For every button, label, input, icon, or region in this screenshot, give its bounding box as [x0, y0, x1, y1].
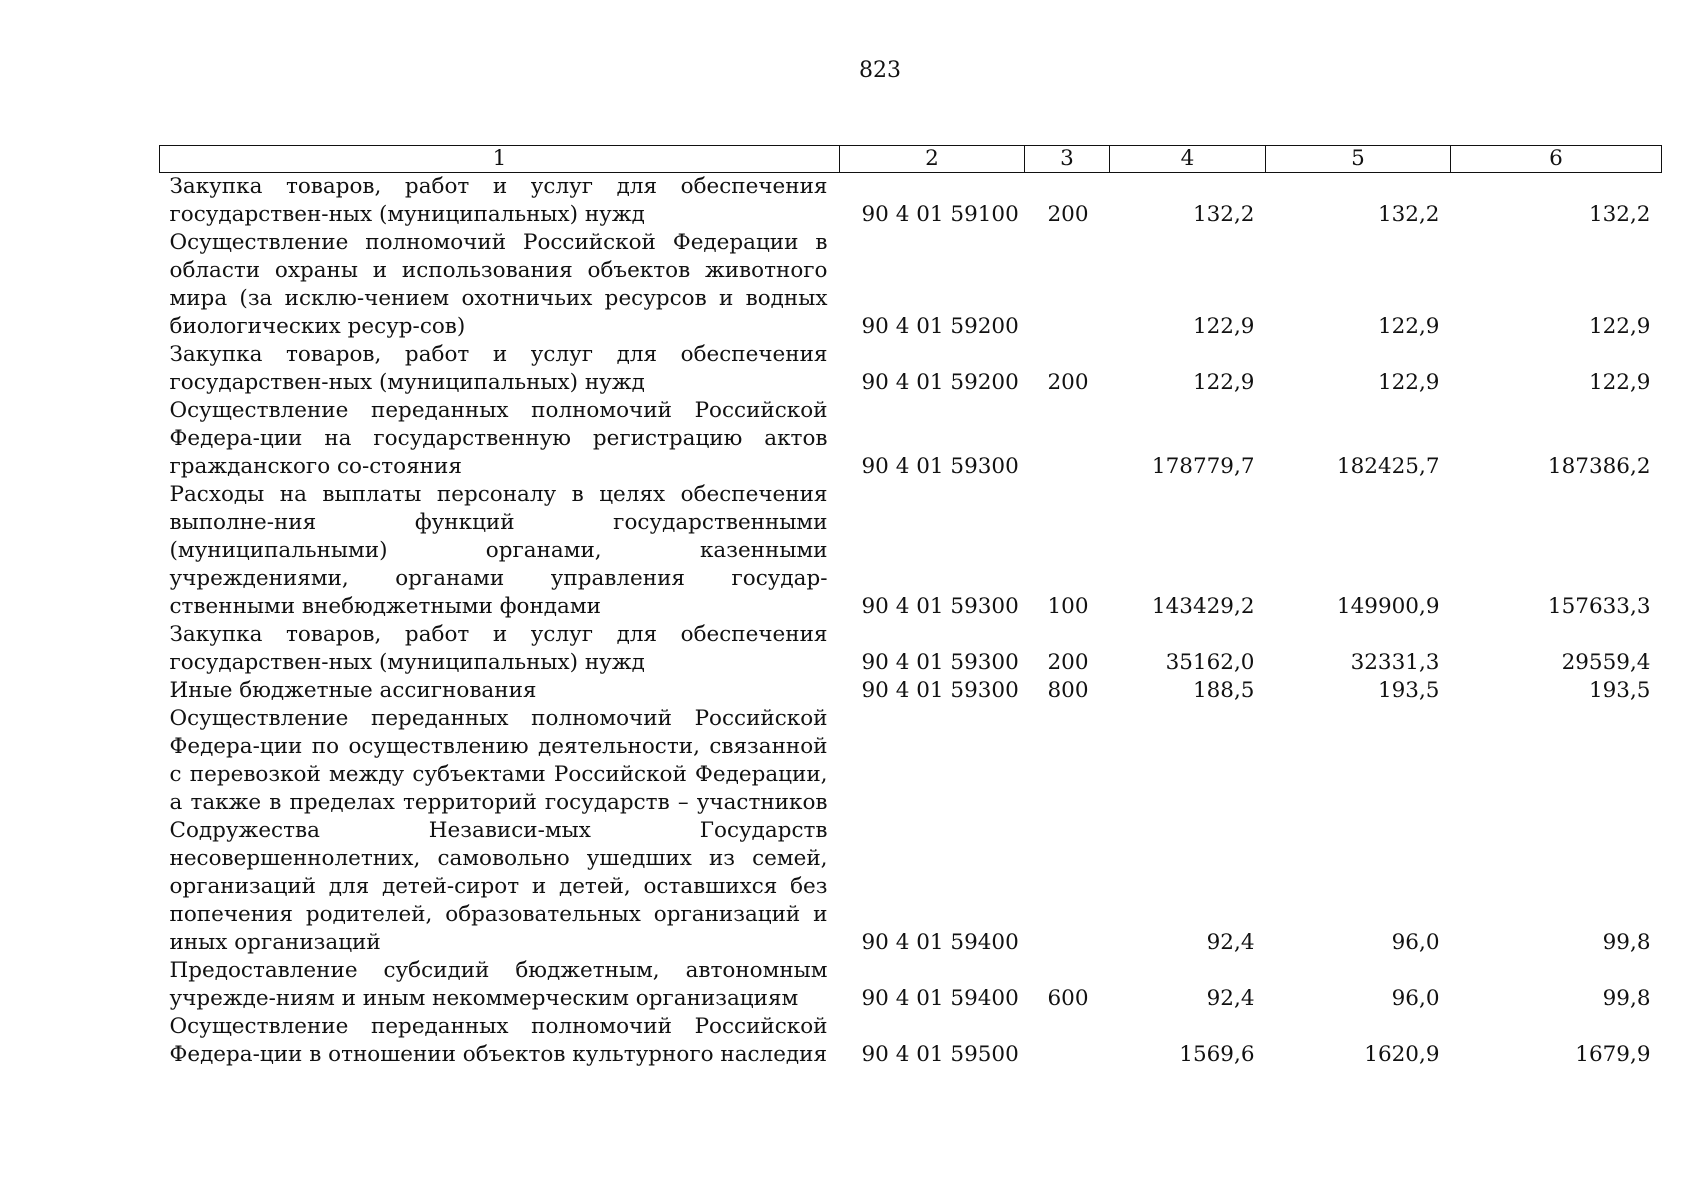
- row-value-col4: 92,4: [1206, 930, 1255, 955]
- row-expense-type: [1025, 1013, 1110, 1069]
- row-name: Осуществление переданных полномочий Российской Федера-ции на государственную регистрацию актов гражданского со-стояния: [169, 398, 828, 479]
- row-code: 90 4 01 59200: [861, 370, 1019, 395]
- column-header-6: 6: [1451, 146, 1662, 173]
- row-value-col5: 132,2: [1377, 202, 1440, 227]
- row-name: Расходы на выплаты персоналу в целях обеспечения выполне-ния функций государственными (муниципальными) органами, казенными учреждениями, органами управления государ-ственными внебюджетными фондами: [169, 482, 828, 619]
- row-name: Осуществление переданных полномочий Российской Федера-ции в отношении объектов культурного наследия: [169, 1014, 828, 1067]
- table-body: [160, 173, 1662, 1070]
- row-value-col6: 99,8: [1602, 986, 1651, 1011]
- row-code: 90 4 01 59200: [861, 314, 1019, 339]
- row-expense-type: 200: [1047, 202, 1089, 227]
- row-value-col4: 188,5: [1192, 678, 1255, 703]
- row-value-col6: 29559,4: [1561, 650, 1651, 675]
- row-value-col4: 1569,6: [1179, 1042, 1255, 1067]
- row-value-col4: 122,9: [1192, 370, 1255, 395]
- row-value-col4: 35162,0: [1165, 650, 1255, 675]
- table-row: [160, 957, 1662, 1013]
- table-header: [160, 146, 1662, 173]
- row-code: 90 4 01 59400: [861, 930, 1019, 955]
- row-code: 90 4 01 59500: [861, 1042, 1019, 1067]
- row-value-col5: 96,0: [1391, 930, 1440, 955]
- row-value-col4: 178779,7: [1151, 454, 1255, 479]
- row-code: 90 4 01 59300: [861, 650, 1019, 675]
- table-row: [160, 397, 1662, 481]
- row-expense-type: [1025, 397, 1110, 481]
- row-name: Иные бюджетные ассигнования: [169, 678, 537, 703]
- row-value-col6: 193,5: [1588, 678, 1651, 703]
- row-value-col4: 122,9: [1192, 314, 1255, 339]
- row-code: 90 4 01 59300: [861, 454, 1019, 479]
- row-name: Осуществление переданных полномочий Российской Федера-ции по осуществлению деятельности, связанной с перевозкой между субъектами Российской Федерации, а также в пределах территорий государств – участников Содружества Независи-мых Государств несовершеннолетних, самовольно ушедших из семей, организаций для детей-сирот и детей, оставшихся без попечения родителей, образовательных организаций и иных организаций: [169, 706, 828, 955]
- row-expense-type: 600: [1047, 986, 1089, 1011]
- header-row: [160, 146, 1662, 173]
- row-code: 90 4 01 59300: [861, 594, 1019, 619]
- row-code: 90 4 01 59300: [861, 678, 1019, 703]
- row-value-col6: 157633,3: [1547, 594, 1651, 619]
- row-value-col5: 122,9: [1377, 370, 1440, 395]
- row-name: Предоставление субсидий бюджетным, автономным учрежде-ниям и иным некоммерческим организациям: [169, 958, 828, 1011]
- table-row: [160, 341, 1662, 397]
- row-name: Закупка товаров, работ и услуг для обеспечения государствен-ных (муниципальных) нужд: [169, 622, 828, 675]
- row-value-col6: 187386,2: [1547, 454, 1651, 479]
- row-value-col4: 143429,2: [1151, 594, 1255, 619]
- row-value-col6: 122,9: [1588, 370, 1651, 395]
- row-expense-type: [1025, 229, 1110, 341]
- budget-table: [159, 145, 1662, 1069]
- row-code: 90 4 01 59400: [861, 986, 1019, 1011]
- column-header-3: 3: [1025, 146, 1110, 173]
- row-value-col4: 92,4: [1206, 986, 1255, 1011]
- row-value-col5: 149900,9: [1336, 594, 1440, 619]
- table-row: [160, 481, 1662, 621]
- row-expense-type: 100: [1047, 594, 1089, 619]
- row-value-col6: 99,8: [1602, 930, 1651, 955]
- table-row: [160, 173, 1662, 230]
- row-code: 90 4 01 59100: [861, 202, 1019, 227]
- row-value-col5: 193,5: [1377, 678, 1440, 703]
- row-expense-type: 800: [1047, 678, 1089, 703]
- row-expense-type: 200: [1047, 650, 1089, 675]
- page-number: 823: [859, 58, 901, 83]
- column-header-4: 4: [1110, 146, 1266, 173]
- table-row: [160, 1013, 1662, 1069]
- column-header-1: 1: [160, 146, 840, 173]
- table-row: [160, 677, 1662, 705]
- table-row: [160, 229, 1662, 341]
- column-header-5: 5: [1266, 146, 1451, 173]
- row-expense-type: 200: [1047, 370, 1089, 395]
- row-value-col5: 32331,3: [1350, 650, 1440, 675]
- row-value-col6: 132,2: [1588, 202, 1651, 227]
- column-header-2: 2: [840, 146, 1025, 173]
- row-value-col6: 122,9: [1588, 314, 1651, 339]
- row-value-col5: 1620,9: [1364, 1042, 1440, 1067]
- row-value-col6: 1679,9: [1575, 1042, 1651, 1067]
- row-value-col5: 182425,7: [1336, 454, 1440, 479]
- row-name: Закупка товаров, работ и услуг для обеспечения государствен-ных (муниципальных) нужд: [169, 174, 828, 227]
- row-value-col5: 122,9: [1377, 314, 1440, 339]
- row-value-col5: 96,0: [1391, 986, 1440, 1011]
- table-row: [160, 621, 1662, 677]
- row-name: Осуществление полномочий Российской Федерации в области охраны и использования объектов животного мира (за исклю-чением охотничьих ресурсов и водных биологических ресур-сов): [169, 230, 828, 339]
- row-value-col4: 132,2: [1192, 202, 1255, 227]
- table-row: [160, 705, 1662, 957]
- row-expense-type: [1025, 705, 1110, 957]
- row-name: Закупка товаров, работ и услуг для обеспечения государствен-ных (муниципальных) нужд: [169, 342, 828, 395]
